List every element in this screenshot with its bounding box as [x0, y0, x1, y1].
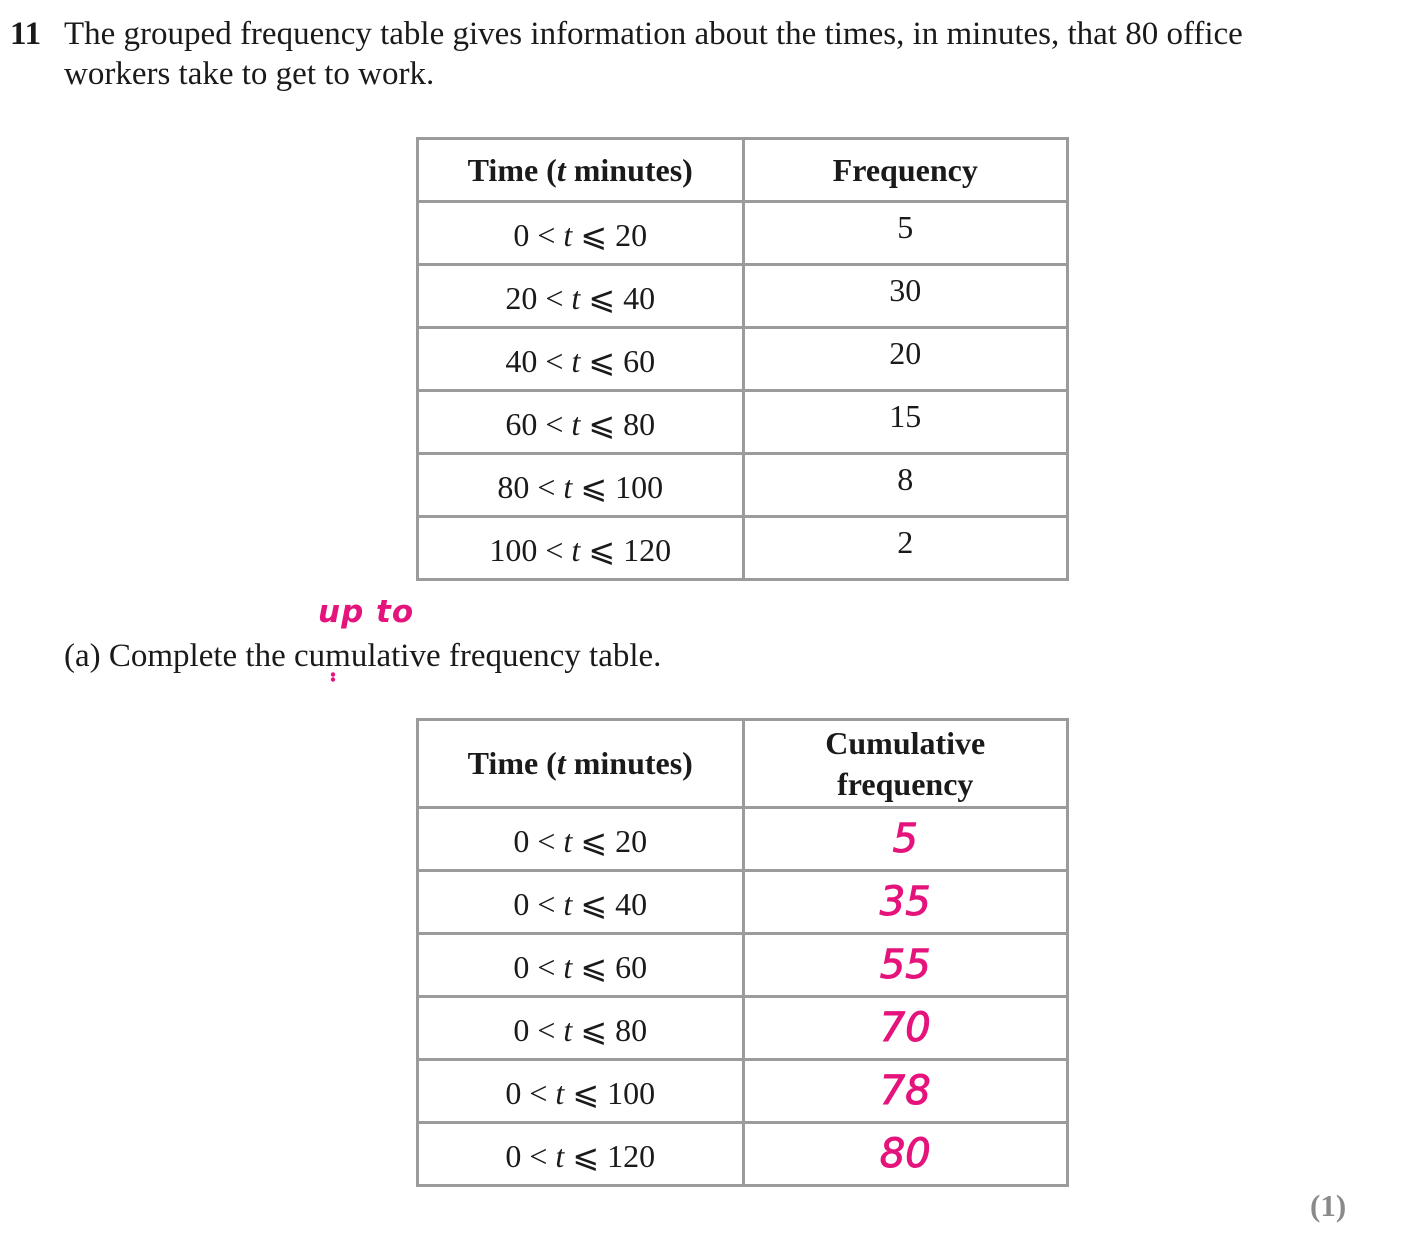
cumulative-answer-cell[interactable]	[743, 1123, 1068, 1186]
frequency-cell	[743, 391, 1068, 454]
handwritten-answer: 35	[879, 879, 931, 925]
part-a-instruction: (a) Complete the cumulative frequency table.	[64, 638, 662, 674]
time-range: 0 < t ⩽ 40	[513, 886, 648, 922]
frequency-table-header-time: Time (t minutes)	[418, 139, 744, 202]
cumulative-frequency-table	[416, 718, 1069, 1187]
cumulative-answer-cell[interactable]	[743, 871, 1068, 934]
time-range-cell	[418, 1123, 744, 1186]
frequency-value: 5	[897, 208, 914, 245]
cumulative-table-header-cumulative	[743, 720, 1068, 808]
question-text-line1: The grouped frequency table gives information about the times, in minutes, that 80 office	[64, 16, 1243, 52]
frequency-value: 8	[897, 460, 914, 497]
cumulative-header-line1: Cumulative	[825, 724, 986, 761]
frequency-cell	[743, 328, 1068, 391]
table-row	[418, 934, 1068, 997]
frequency-table-header-frequency: Frequency	[743, 139, 1068, 202]
frequency-value: 20	[889, 334, 922, 371]
frequency-value: 30	[889, 271, 922, 308]
frequency-value: 15	[889, 397, 922, 434]
time-range-cell	[418, 934, 744, 997]
table-row	[418, 265, 1068, 328]
time-range: 0 < t ⩽ 80	[513, 1012, 648, 1048]
time-range-cell	[418, 391, 744, 454]
table-row	[418, 517, 1068, 580]
time-range-cell	[418, 517, 744, 580]
time-range-cell	[418, 997, 744, 1060]
table-row	[418, 454, 1068, 517]
frequency-value: 2	[897, 523, 914, 560]
table-row	[418, 391, 1068, 454]
table-row	[418, 202, 1068, 265]
question-number: 11	[10, 16, 42, 52]
time-range: 20 < t ⩽ 40	[505, 280, 656, 316]
marks-indicator: (1)	[1310, 1188, 1347, 1223]
time-range: 0 < t ⩽ 20	[513, 217, 648, 253]
frequency-cell	[743, 202, 1068, 265]
cumulative-answer-cell[interactable]	[743, 997, 1068, 1060]
table-row	[418, 1123, 1068, 1186]
time-range-cell	[418, 454, 744, 517]
handwritten-answer: 70	[879, 1005, 931, 1051]
handwritten-answer: 55	[879, 942, 931, 988]
time-range-cell	[418, 808, 744, 871]
table-row	[418, 997, 1068, 1060]
frequency-table-header-row	[418, 139, 1068, 202]
handwritten-answer: 80	[879, 1131, 931, 1177]
time-range: 0 < t ⩽ 20	[513, 823, 648, 859]
table-row	[418, 328, 1068, 391]
frequency-table	[416, 137, 1069, 581]
frequency-cell	[743, 517, 1068, 580]
time-range: 0 < t ⩽ 100	[505, 1075, 656, 1111]
time-range: 100 < t ⩽ 120	[489, 532, 672, 568]
time-range-cell	[418, 202, 744, 265]
time-range-cell	[418, 871, 744, 934]
question-text	[64, 14, 1354, 94]
time-range: 0 < t ⩽ 60	[513, 949, 648, 985]
table-row	[418, 1060, 1068, 1123]
cumulative-answer-cell[interactable]	[743, 934, 1068, 997]
frequency-cell	[743, 454, 1068, 517]
time-range-cell	[418, 1060, 744, 1123]
cumulative-table-header-row	[418, 720, 1068, 808]
question-text-line2: workers take to get to work.	[64, 56, 435, 92]
handwritten-answer: 5	[892, 816, 918, 862]
table-row	[418, 808, 1068, 871]
time-range-cell	[418, 328, 744, 391]
handwritten-answer: 78	[879, 1068, 931, 1114]
cumulative-answer-cell[interactable]	[743, 808, 1068, 871]
frequency-cell	[743, 265, 1068, 328]
handwritten-note: up to	[318, 594, 415, 630]
time-range: 80 < t ⩽ 100	[497, 469, 664, 505]
time-range: 60 < t ⩽ 80	[505, 406, 656, 442]
time-range: 0 < t ⩽ 120	[505, 1138, 656, 1174]
time-range-cell	[418, 265, 744, 328]
time-range: 40 < t ⩽ 60	[505, 343, 656, 379]
cumulative-table-header-time: Time (t minutes)	[418, 720, 744, 808]
cumulative-header-line2: frequency	[837, 765, 974, 802]
cumulative-answer-cell[interactable]	[743, 1060, 1068, 1123]
table-row	[418, 871, 1068, 934]
